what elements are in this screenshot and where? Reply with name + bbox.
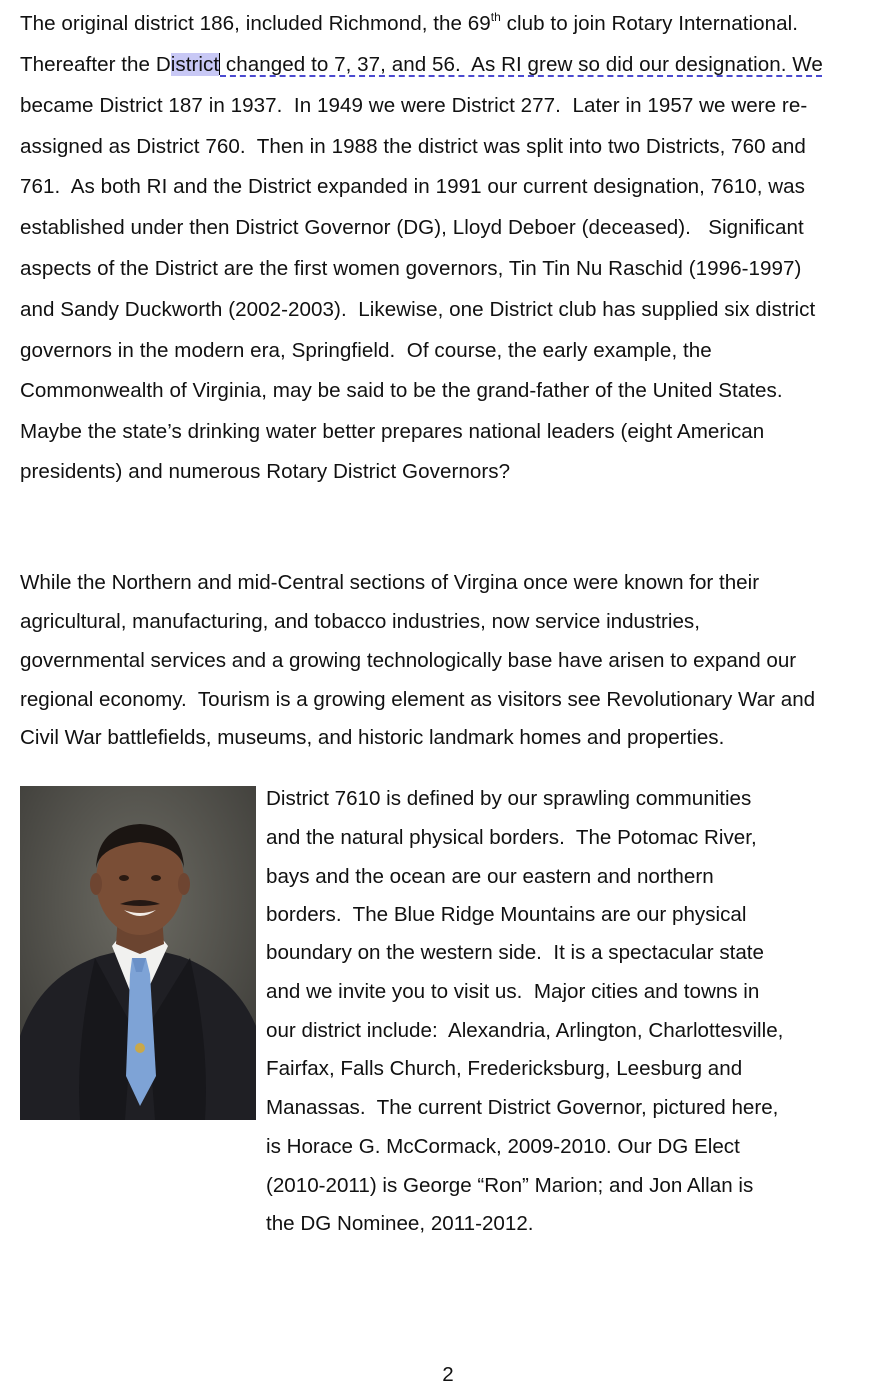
text-run: club to join Rotary International. — [500, 12, 798, 35]
paragraph-line: established under then District Governor (DG), Lloyd Deboer (deceased). Significant — [20, 216, 804, 239]
paragraph-line: While the Northern and mid-Central sections of Virgina once were known for their — [20, 571, 760, 594]
paragraph-line: Maybe the state’s drinking water better prepares national leaders (eight American — [20, 420, 765, 443]
paragraph-line: 761. As both RI and the District expanded in 1991 our current designation, 7610, was — [20, 175, 806, 198]
paragraph-line: and the natural physical borders. The Potomac River, — [266, 826, 757, 849]
paragraph-line: Commonwealth of Virginia, may be said to be the grand-father of the United States. — [20, 379, 783, 402]
selected-text[interactable]: istrict — [170, 53, 220, 76]
paragraph-line: governmental services and a growing technologically base have arisen to expand our — [20, 649, 797, 672]
paragraph-line-with-cursor[interactable] — [20, 52, 823, 78]
paragraph-line: and we invite you to visit us. Major cities and towns in — [266, 980, 760, 1003]
paragraph-line: presidents) and numerous Rotary District Governors? — [20, 460, 511, 483]
paragraph-line: boundary on the western side. It is a spectacular state — [266, 941, 764, 964]
grammar-underlined-text[interactable]: changed to 7, 37, and 56. As RI grew so did our designation. We — [220, 53, 823, 76]
paragraph-line: District 7610 is defined by our sprawling communities — [266, 787, 752, 810]
page-number: 2 — [442, 1363, 454, 1386]
paragraph-line: Civil War battlefields, museums, and historic landmark homes and properties. — [20, 726, 725, 749]
text-run: Thereafter the D — [20, 53, 171, 76]
paragraph-line — [20, 11, 798, 37]
paragraph-line: borders. The Blue Ridge Mountains are our physical — [266, 903, 747, 926]
paragraph-line: Fairfax, Falls Church, Fredericksburg, Leesburg and — [266, 1057, 743, 1080]
superscript: th — [490, 10, 501, 24]
portrait-photo-icon — [20, 786, 256, 1120]
paragraph-line: became District 187 in 1937. In 1949 we were District 277. Later in 1957 we were re- — [20, 94, 808, 117]
paragraph-line: aspects of the District are the first women governors, Tin Tin Nu Raschid (1996-1997) — [20, 257, 802, 280]
paragraph-line: (2010-2011) is George “Ron” Marion; and Jon Allan is — [266, 1174, 754, 1197]
paragraph-line: Manassas. The current District Governor, pictured here, — [266, 1096, 779, 1119]
paragraph-line: regional economy. Tourism is a growing element as visitors see Revolutionary War and — [20, 688, 816, 711]
paragraph-line: governors in the modern era, Springfield. Of course, the early example, the — [20, 339, 712, 362]
paragraph-line: agricultural, manufacturing, and tobacco industries, now service industries, — [20, 610, 700, 633]
paragraph-line: the DG Nominee, 2011-2012. — [266, 1212, 534, 1235]
paragraph-line: and Sandy Duckworth (2002-2003). Likewise, one District club has supplied six district — [20, 298, 816, 321]
paragraph-line: assigned as District 760. Then in 1988 the district was split into two Districts, 760 and — [20, 135, 806, 158]
paragraph-line: our district include: Alexandria, Arlington, Charlottesville, — [266, 1019, 784, 1042]
paragraph-line: is Horace G. McCormack, 2009-2010. Our DG Elect — [266, 1135, 740, 1158]
text-run: The original district 186, included Richmond, the 69 — [20, 12, 491, 35]
paragraph-line: bays and the ocean are our eastern and northern — [266, 865, 714, 888]
